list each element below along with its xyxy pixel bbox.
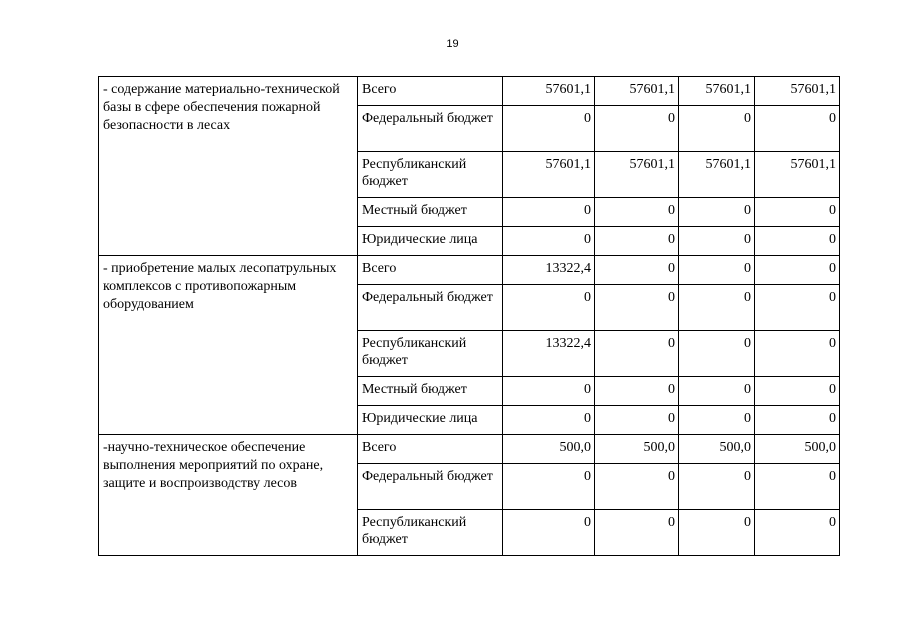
funding-source-cell: Местный бюджет (358, 198, 503, 227)
table-row (99, 77, 840, 106)
funding-source-cell: Всего (358, 435, 503, 464)
amount-cell: 0 (595, 285, 679, 331)
amount-cell: 0 (679, 406, 755, 435)
amount-cell: 0 (595, 406, 679, 435)
amount-cell: 0 (679, 510, 755, 556)
amount-cell: 500,0 (595, 435, 679, 464)
amount-cell: 500,0 (755, 435, 840, 464)
funding-source-cell: Местный бюджет (358, 377, 503, 406)
amount-cell: 0 (755, 106, 840, 152)
activity-cell: - содержание материально-технической базы в сфере обеспечения пожарной безопасности в лесах (99, 77, 358, 256)
amount-cell: 57601,1 (503, 77, 595, 106)
amount-cell: 57601,1 (595, 152, 679, 198)
amount-cell: 0 (755, 331, 840, 377)
amount-cell: 0 (503, 227, 595, 256)
amount-cell: 0 (679, 256, 755, 285)
amount-cell: 0 (679, 198, 755, 227)
amount-cell: 0 (755, 464, 840, 510)
amount-cell: 57601,1 (595, 77, 679, 106)
amount-cell: 0 (503, 377, 595, 406)
funding-source-cell: Федеральный бюджет (358, 285, 503, 331)
funding-source-cell: Федеральный бюджет (358, 464, 503, 510)
amount-cell: 57601,1 (503, 152, 595, 198)
amount-cell: 500,0 (503, 435, 595, 464)
amount-cell: 0 (595, 198, 679, 227)
amount-cell: 0 (595, 464, 679, 510)
budget-table-body (99, 77, 840, 556)
funding-source-cell: Республиканский бюджет (358, 331, 503, 377)
amount-cell: 0 (503, 406, 595, 435)
table-row (99, 435, 840, 464)
amount-cell: 0 (595, 256, 679, 285)
funding-source-cell: Республиканский бюджет (358, 152, 503, 198)
amount-cell: 0 (595, 510, 679, 556)
amount-cell: 0 (503, 106, 595, 152)
amount-cell: 57601,1 (679, 77, 755, 106)
amount-cell: 0 (679, 227, 755, 256)
amount-cell: 57601,1 (755, 77, 840, 106)
amount-cell: 0 (755, 198, 840, 227)
amount-cell: 0 (503, 285, 595, 331)
funding-source-cell: Юридические лица (358, 227, 503, 256)
amount-cell: 0 (755, 285, 840, 331)
amount-cell: 13322,4 (503, 331, 595, 377)
amount-cell: 500,0 (679, 435, 755, 464)
amount-cell: 0 (755, 227, 840, 256)
amount-cell: 0 (755, 406, 840, 435)
funding-source-cell: Всего (358, 256, 503, 285)
table-row (99, 256, 840, 285)
funding-source-cell: Всего (358, 77, 503, 106)
funding-source-cell: Федеральный бюджет (358, 106, 503, 152)
amount-cell: 0 (595, 227, 679, 256)
amount-cell: 57601,1 (755, 152, 840, 198)
amount-cell: 0 (679, 331, 755, 377)
amount-cell: 0 (595, 106, 679, 152)
activity-cell: - приобретение малых лесопатрульных комплексов с противопожарным оборудованием (99, 256, 358, 435)
funding-source-cell: Республиканский бюджет (358, 510, 503, 556)
amount-cell: 0 (679, 377, 755, 406)
amount-cell: 57601,1 (679, 152, 755, 198)
amount-cell: 0 (679, 464, 755, 510)
amount-cell: 0 (755, 256, 840, 285)
amount-cell: 0 (679, 106, 755, 152)
amount-cell: 0 (503, 510, 595, 556)
amount-cell: 13322,4 (503, 256, 595, 285)
amount-cell: 0 (595, 331, 679, 377)
activity-cell: -научно-техническое обеспечение выполнения мероприятий по охране, защите и воспроизводству лесов (99, 435, 358, 556)
funding-source-cell: Юридические лица (358, 406, 503, 435)
amount-cell: 0 (503, 198, 595, 227)
budget-table (98, 76, 840, 556)
amount-cell: 0 (679, 285, 755, 331)
page-number: 19 (446, 38, 459, 50)
amount-cell: 0 (755, 510, 840, 556)
amount-cell: 0 (503, 464, 595, 510)
amount-cell: 0 (595, 377, 679, 406)
amount-cell: 0 (755, 377, 840, 406)
